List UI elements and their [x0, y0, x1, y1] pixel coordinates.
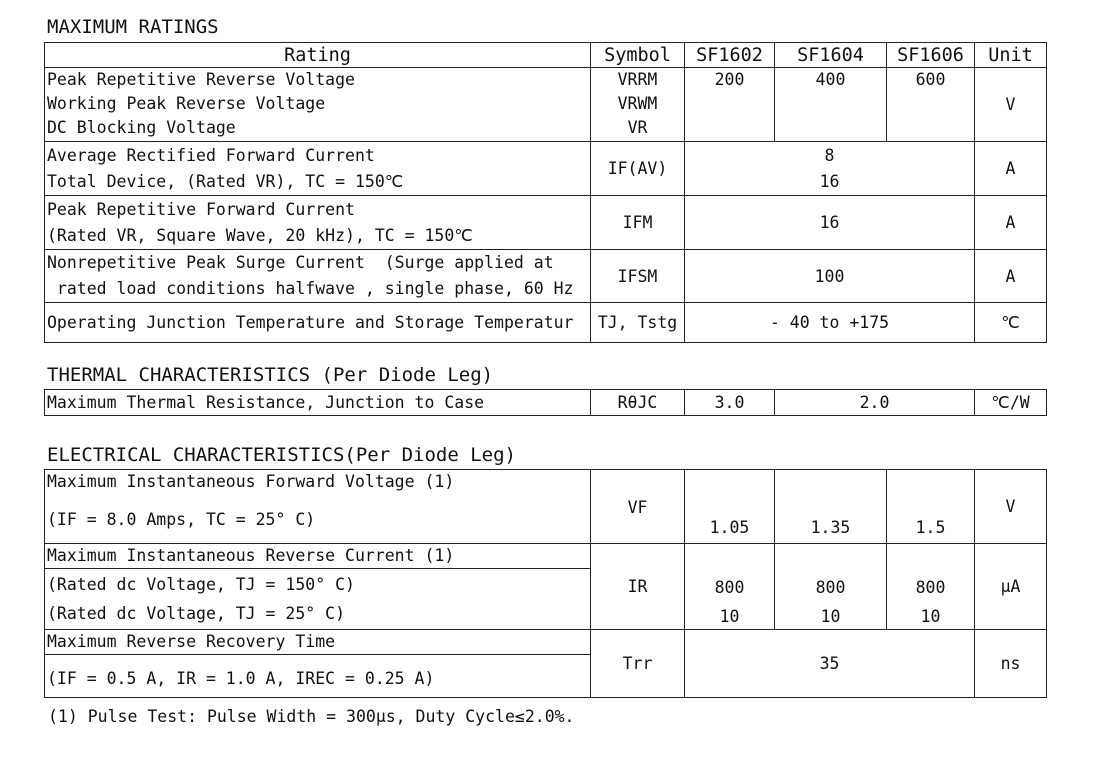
sf1602-value [685, 544, 775, 630]
rating-line: Nonrepetitive Peak Surge Current (Surge applied at [47, 253, 554, 272]
rating-cell [45, 196, 591, 250]
value-text: 800 [815, 578, 846, 597]
rating-line: (Rated dc Voltage, TJ = 150° C) [47, 575, 355, 594]
sf1606-value [887, 68, 975, 142]
header-unit: Unit [975, 43, 1047, 68]
table-row [45, 68, 1047, 142]
header-symbol: Symbol [591, 43, 685, 68]
rating-cell [45, 544, 591, 630]
symbol-cell: VF [591, 470, 685, 544]
symbol-cell: Trr [591, 630, 685, 698]
unit-cell: ℃/W [975, 390, 1047, 416]
merged-value-cell: 35 [685, 630, 975, 698]
electrical-title: ELECTRICAL CHARACTERISTICS(Per Diode Leg) [47, 444, 516, 466]
rating-line: Total Device, (Rated VR), TC = 150℃ [47, 171, 404, 191]
sf1604-value: 1.35 [775, 470, 887, 544]
symbol-cell: RθJC [591, 390, 685, 416]
symbol-vrrm: VRRM [617, 70, 658, 89]
sf1606-value [887, 544, 975, 630]
sf1604-value [775, 544, 887, 630]
rating-line: Maximum Reverse Recovery Time [45, 630, 590, 655]
sf1602-value: 1.05 [685, 470, 775, 544]
rating-cell [45, 68, 591, 142]
symbol-cell: IF(AV) [591, 142, 685, 196]
unit-cell: A [975, 250, 1047, 303]
rating-cell [45, 630, 591, 698]
symbol-cell: IFM [591, 196, 685, 250]
symbol-vrwm: VRWM [617, 94, 658, 113]
value-text: 800 [714, 578, 745, 597]
value-text: 10 [719, 607, 740, 626]
table-row [45, 250, 1047, 303]
rating-line: Maximum Instantaneous Reverse Current (1) [45, 544, 590, 569]
rating-cell: Maximum Thermal Resistance, Junction to Case [45, 390, 591, 416]
table-row [45, 544, 1047, 630]
rating-cell [45, 470, 591, 544]
table-row [45, 390, 1047, 416]
table-row [45, 630, 1047, 698]
sf1604-value [775, 68, 887, 142]
rating-cell [45, 142, 591, 196]
table-row [45, 196, 1047, 250]
value-text: 8 [824, 145, 835, 165]
value-text: 600 [915, 70, 946, 89]
header-sf1606: SF1606 [887, 43, 975, 68]
merged-value-cell: - 40 to +175 [685, 303, 975, 343]
max-ratings-title: MAXIMUM RATINGS [47, 16, 219, 38]
value-text: 200 [714, 70, 745, 89]
sf1602-value: 3.0 [685, 390, 775, 416]
unit-cell: V [975, 470, 1047, 544]
rating-line: Average Rectified Forward Current [47, 145, 375, 165]
rating-line: (IF = 8.0 Amps, TC = 25° C) [47, 510, 316, 529]
footnote: (1) Pulse Test: Pulse Width = 300μs, Duty Cycle≤2.0%. [48, 707, 575, 726]
table-row [45, 303, 1047, 343]
max-ratings-table [44, 42, 1047, 343]
symbol-cell: IR [591, 544, 685, 630]
header-rating: Rating [45, 43, 591, 68]
rating-line: Peak Repetitive Forward Current [47, 199, 355, 219]
merged-value-cell: 100 [685, 250, 975, 303]
value-text: 10 [920, 607, 941, 626]
header-sf1604: SF1604 [775, 43, 887, 68]
value-text: 800 [915, 578, 946, 597]
value-text: 10 [820, 607, 841, 626]
header-sf1602: SF1602 [685, 43, 775, 68]
merged-value-cell: 2.0 [775, 390, 975, 416]
unit-cell: μA [975, 544, 1047, 630]
merged-value-cell [685, 142, 975, 196]
rating-line: DC Blocking Voltage [47, 118, 236, 137]
sf1602-value [685, 68, 775, 142]
rating-line: (IF = 0.5 A, IR = 1.0 A, IREC = 0.25 A) [47, 669, 435, 688]
thermal-table [44, 389, 1047, 416]
max-ratings-header-row [45, 43, 1047, 68]
table-row [45, 142, 1047, 196]
unit-cell: V [975, 68, 1047, 142]
rating-line: (Rated VR, Square Wave, 20 kHz), TC = 150℃ [47, 225, 473, 245]
unit-cell: ns [975, 630, 1047, 698]
symbol-cell: IFSM [591, 250, 685, 303]
symbol-cell [591, 68, 685, 142]
symbol-vr: VR [627, 118, 648, 137]
symbol-cell: TJ, Tstg [591, 303, 685, 343]
rating-cell [45, 250, 591, 303]
merged-value-cell: 16 [685, 196, 975, 250]
unit-cell: A [975, 196, 1047, 250]
sf1606-value: 1.5 [887, 470, 975, 544]
unit-cell: ℃ [975, 303, 1047, 343]
rating-line: rated load conditions halfwave , single phase, 60 Hz [47, 279, 574, 298]
rating-line: Maximum Instantaneous Forward Voltage (1) [47, 472, 455, 491]
rating-line: Working Peak Reverse Voltage [47, 94, 326, 113]
thermal-title: THERMAL CHARACTERISTICS (Per Diode Leg) [47, 364, 494, 386]
rating-line: (Rated dc Voltage, TJ = 25° C) [47, 604, 346, 623]
electrical-table [44, 469, 1047, 698]
rating-cell: Operating Junction Temperature and Storage Temperatur [45, 303, 591, 343]
table-row [45, 470, 1047, 544]
rating-line: Peak Repetitive Reverse Voltage [47, 70, 355, 89]
value-text: 16 [819, 171, 840, 191]
unit-cell: A [975, 142, 1047, 196]
value-text: 400 [815, 70, 846, 89]
